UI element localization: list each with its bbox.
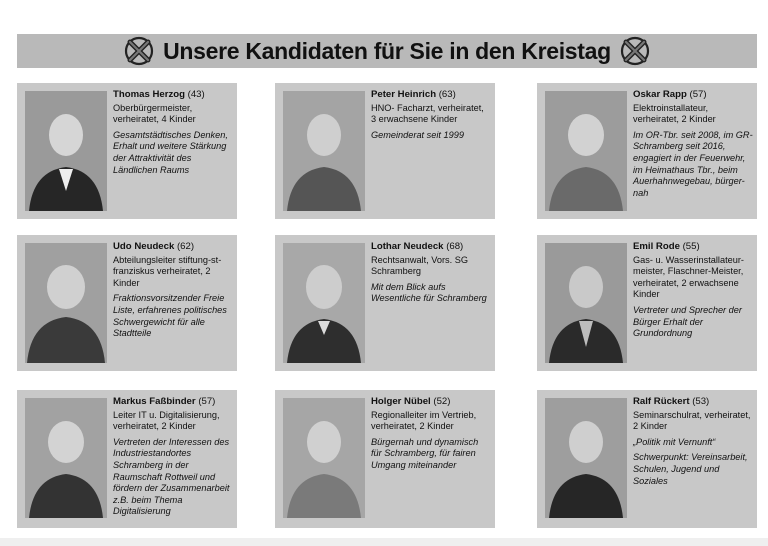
candidate-statement: Gesamtstädtisches Denken, Erhalt und weitere Stärkung der Attraktivität des Ländlichen Raums	[113, 129, 228, 175]
candidate-statement: Mit dem Blick aufs Wesentliche für Schramberg	[371, 281, 487, 304]
candidate-statement: „Politik mit Vernunft“	[633, 436, 716, 447]
candidate-age: (62)	[176, 241, 195, 252]
candidate-statement: Fraktionsvorsitzender Freie Liste, erfahrenes politisches Schwergewicht für alle Stadtteile	[113, 293, 227, 339]
candidate-description: Elektroinstallateur, verheiratet, 2 Kinder	[633, 102, 716, 125]
candidate-name: Thomas Herzog	[113, 89, 185, 100]
candidate-photo	[283, 243, 365, 363]
candidate-name: Peter Heinrich	[371, 89, 437, 100]
candidate-photo	[545, 243, 627, 363]
ballot-x-icon	[123, 35, 155, 67]
candidate-statement: Vertreter und Sprecher der Bürger Erhalt der Grundordnung	[633, 304, 742, 339]
candidate-description: Seminarschulrat, verheiratet, 2 Kinder	[633, 409, 751, 432]
candidate-photo	[283, 91, 365, 211]
candidate-statement: Im OR-Tbr. seit 2008, im GR-Schramberg seit 2016, engagiert in der Feuerwehr, im Heimathaus Tbr., beim Auerhahnwegebau, bürger-nah	[633, 129, 753, 198]
candidate-description: Oberbürgermeister, verheiratet, 4 Kinder	[113, 102, 196, 125]
candidate-card	[17, 83, 237, 219]
candidate-photo	[545, 398, 627, 518]
candidate-name: Holger Nübel	[371, 396, 431, 407]
candidate-card	[17, 235, 237, 371]
page-bottom-edge	[0, 538, 768, 546]
candidate-age: (52)	[433, 396, 451, 407]
candidate-name: Emil Rode	[633, 241, 680, 252]
candidate-age: (57)	[198, 396, 216, 407]
page-title: Unsere Kandidaten für Sie in den Kreistag	[163, 37, 611, 64]
candidate-age: (53)	[692, 396, 710, 407]
candidate-photo	[25, 91, 107, 211]
candidate-description: Regionalleiter im Vertrieb, verheiratet, 2 Kinder	[371, 409, 477, 432]
candidate-age: (68)	[446, 241, 464, 252]
candidate-card	[537, 83, 757, 219]
candidate-name: Lothar Neudeck	[371, 241, 444, 252]
candidate-statement: Vertreten der Interessen des Industriestandortes Schramberg in der Raumschaft Rottweil und fördern der Zusammenarbeit z.B. beim Thema Digitalisierung	[113, 436, 230, 517]
candidate-age: (55)	[682, 241, 700, 252]
candidate-card	[537, 235, 757, 371]
candidate-card	[275, 390, 495, 528]
candidate-name: Markus Faßbinder	[113, 396, 196, 407]
candidate-description: Abteilungsleiter stiftung-st-franziskus verheiratet, 2 Kinder	[113, 254, 222, 288]
candidate-name: Udo Neudeck	[113, 241, 175, 252]
candidate-photo	[283, 398, 365, 518]
ballot-x-icon	[619, 35, 651, 67]
candidate-age: (57)	[689, 89, 707, 100]
header-banner	[17, 34, 757, 68]
candidate-name: Oskar Rapp	[633, 89, 687, 100]
candidate-card	[275, 235, 495, 371]
candidate-statement: Gemeinderat seit 1999	[371, 129, 464, 140]
candidate-description: Rechtsanwalt, Vors. SG Schramberg	[371, 254, 469, 277]
candidate-description: Leiter IT u. Digitalisierung, verheiratet, 2 Kinder	[113, 409, 220, 432]
candidate-photo	[25, 243, 107, 363]
candidate-focus: Schwerpunkt: Vereinsarbeit, Schulen, Jugend und Soziales	[633, 452, 748, 486]
candidate-card	[537, 390, 757, 528]
candidate-statement: Bürgernah und dynamisch für Schramberg, für fairen Umgang miteinander	[371, 436, 479, 470]
candidate-card	[17, 390, 237, 528]
candidate-photo	[25, 398, 107, 518]
candidate-description: Gas- u. Wasserinstallateur-meister, Flaschner-Meister, verheiratet, 2 erwachsene Kinder	[633, 254, 744, 300]
candidate-age: (43)	[187, 89, 205, 100]
candidate-name: Ralf Rückert	[633, 396, 690, 407]
candidate-card	[275, 83, 495, 219]
candidate-description: HNO- Facharzt, verheiratet, 3 erwachsene Kinder	[371, 102, 484, 125]
candidate-photo	[545, 91, 627, 211]
candidate-age: (63)	[438, 89, 456, 100]
